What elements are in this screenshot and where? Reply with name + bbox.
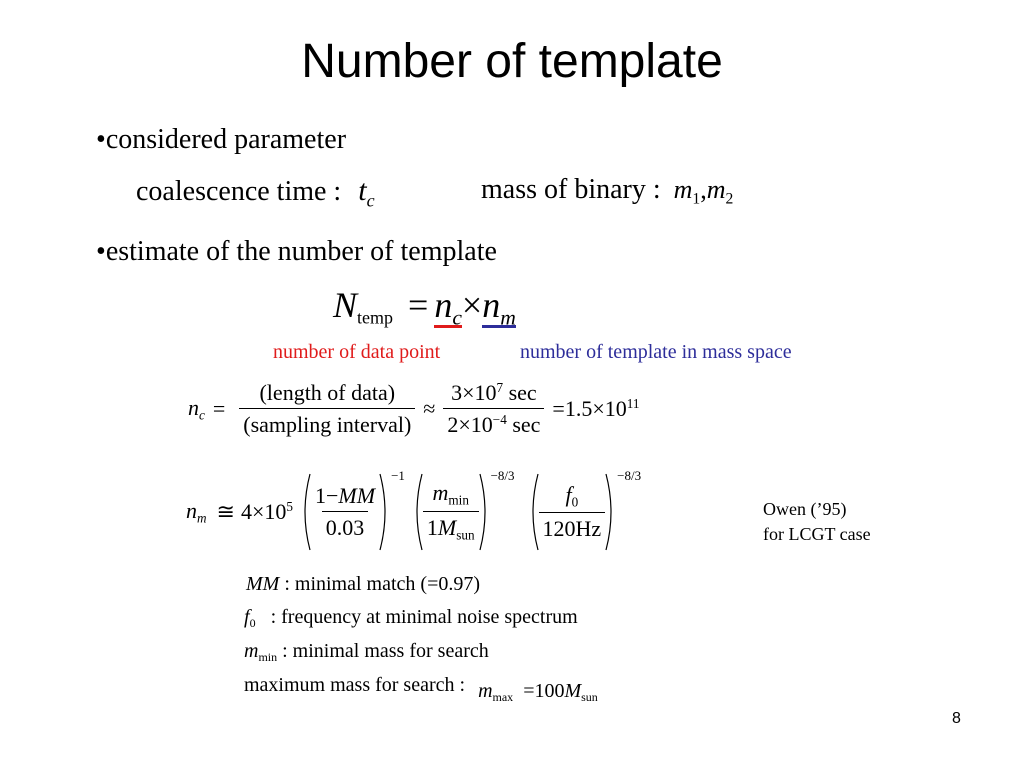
mass-line (481, 174, 733, 208)
label-mass-space: number of template in mass space (520, 341, 792, 363)
tc-symbol: $t_c$ (358, 174, 375, 211)
bullet-dot: • (96, 124, 106, 155)
nm-factor-3: $\frac{f_0}{120Hz}$ −8/3 (527, 472, 642, 552)
bullet-estimate (96, 236, 497, 268)
nc-term: $n_c$ (434, 285, 462, 330)
nm-term: $n_m$ (482, 285, 516, 330)
coalescence-line (136, 174, 375, 211)
mmax-equation: $m_{max} =100M_{sun}$ (478, 680, 598, 705)
right-paren-icon (379, 472, 391, 552)
page-number: 8 (952, 710, 961, 727)
left-paren-icon (299, 472, 311, 552)
right-paren-icon (605, 472, 617, 552)
mass-symbols: $m_1,m_2$ (673, 175, 734, 208)
slide-title: Number of template (301, 35, 723, 88)
estimate-heading: estimate of the number of template (105, 236, 497, 267)
def-minimal-match: MM : minimal match (=0.97) (246, 573, 481, 595)
mass-label: mass of binary : (481, 174, 661, 205)
owen-reference: Owen (’95) for LCGT case (763, 499, 871, 544)
bullet-considered (96, 124, 346, 156)
nc-fraction-1: $\frac{\text{(length of data)}}{\text{(sampling interval)}}$ (239, 380, 415, 438)
def-maximum-mass: maximum mass for search : $m_{max} =100M_{sun}$ (244, 674, 598, 705)
coalescence-label: coalescence time : (136, 176, 342, 207)
nm-equation: $n_m$ ≅ $4\times 10^5$ $\frac{1-MM}{0.03}$ −1 $\frac{m_{min}}{1M_{sun}}$ −8/3 $\frac{f_0}{120Hz}$ −8/3 (186, 472, 641, 552)
left-paren-icon (527, 472, 539, 552)
right-paren-icon (479, 472, 491, 552)
def-frequency: $f_0$ : frequency at minimal noise spectrum (244, 606, 578, 631)
considered-heading: considered parameter (105, 124, 347, 155)
nm-factor-1: $\frac{1-MM}{0.03}$ −1 (299, 472, 405, 552)
def-minimal-mass: $m_{min}$ : minimal mass for search (244, 640, 489, 665)
bullet-dot: • (96, 236, 106, 267)
nm-factor-2: $\frac{m_{min}}{1M_{sun}}$ −8/3 (411, 472, 515, 552)
left-paren-icon (411, 472, 423, 552)
ntemp-equation: $N_{temp} = n_c\times n_m$ (333, 285, 516, 330)
nc-fraction-2: $\frac{3\times 10^7 \sec}{2\times 10^{-4} \sec}$ (443, 380, 544, 438)
nc-equation: $n_c$ = $\frac{\text{(length of data)}}{\text{(sampling interval)}}$ ≈ $\frac{3\times 10^7 \sec}{2\times 10^{-4} \sec}$ $=1.5\times 10^{11}$ (188, 380, 640, 437)
label-data-point: number of data point (273, 341, 441, 363)
